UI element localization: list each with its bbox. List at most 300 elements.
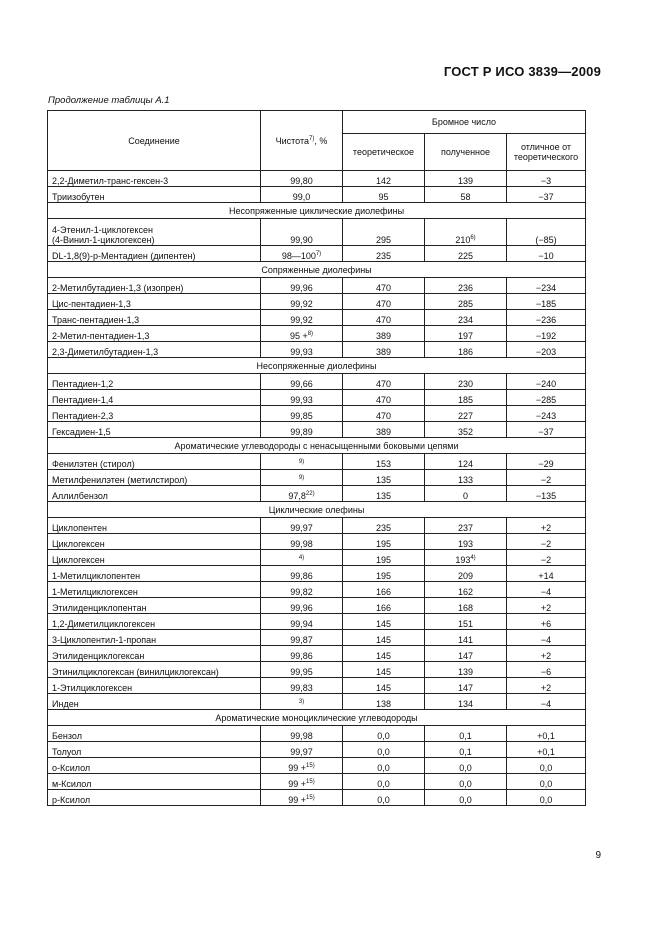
compound-cell xyxy=(48,678,261,694)
difference-value: +0,1 xyxy=(537,731,555,741)
compound-cell xyxy=(48,566,261,582)
compound-name: Циклогексен xyxy=(52,539,105,549)
compound-cell xyxy=(48,470,261,486)
compound-name: 2,3-Диметилбутадиен-1,3 xyxy=(52,347,159,357)
purity-value: 99,86 xyxy=(290,571,313,581)
compound-cell xyxy=(48,187,261,203)
purity-footnote: 7) xyxy=(315,251,322,257)
purity-footnote: 15) xyxy=(306,763,315,769)
theoretical-cell xyxy=(343,598,425,614)
obtained-value: 0,0 xyxy=(459,795,472,805)
purity-cell xyxy=(261,582,343,598)
compound-name: Циклопентен xyxy=(52,523,107,533)
purity-cell xyxy=(261,310,343,326)
difference-value: 0,0 xyxy=(539,779,553,789)
purity-value: 99,98 xyxy=(290,539,313,549)
compound-cell xyxy=(48,246,261,262)
difference-value: −3 xyxy=(540,176,552,186)
obtained-value: 134 xyxy=(457,699,474,709)
difference-cell xyxy=(507,486,586,502)
purity-cell xyxy=(261,171,343,187)
compound-name: 2,2-Диметил-транс-гексен-3 xyxy=(52,176,169,186)
table-row xyxy=(48,342,586,358)
difference-cell xyxy=(507,630,586,646)
compound-name: о-Ксилол xyxy=(52,763,91,773)
obtained-cell xyxy=(425,278,507,294)
difference-cell xyxy=(507,550,586,566)
obtained-value: 0,1 xyxy=(459,731,472,741)
theoretical-value: 389 xyxy=(375,331,392,341)
theoretical-cell xyxy=(343,454,425,470)
header-purity-footnote: 7) xyxy=(309,135,315,142)
difference-cell xyxy=(507,342,586,358)
table-row xyxy=(48,694,586,710)
obtained-value: 230 xyxy=(457,379,474,389)
header-bromine-number: Бромное число xyxy=(343,111,586,134)
purity-value: 99,93 xyxy=(290,395,313,405)
obtained-value: 227 xyxy=(457,411,474,421)
purity-value: 99,80 xyxy=(290,176,313,186)
purity-cell xyxy=(261,294,343,310)
purity-cell xyxy=(261,454,343,470)
table-row xyxy=(48,726,586,742)
obtained-value: 0,1 xyxy=(459,747,472,757)
table-row xyxy=(48,219,586,246)
compound-cell xyxy=(48,662,261,678)
difference-value: −4 xyxy=(540,587,552,597)
theoretical-cell xyxy=(343,550,425,566)
difference-value: −2 xyxy=(540,475,552,485)
theoretical-cell xyxy=(343,406,425,422)
difference-cell xyxy=(507,278,586,294)
purity-cell xyxy=(261,246,343,262)
purity-cell xyxy=(261,187,343,203)
purity-cell xyxy=(261,406,343,422)
compound-cell xyxy=(48,774,261,790)
difference-value: −10 xyxy=(538,251,554,261)
purity-cell xyxy=(261,630,343,646)
difference-cell xyxy=(507,310,586,326)
table-row xyxy=(48,598,586,614)
theoretical-value: 195 xyxy=(375,571,392,581)
theoretical-cell xyxy=(343,614,425,630)
obtained-value: 234 xyxy=(457,315,474,325)
table-row xyxy=(48,790,586,806)
table-row xyxy=(48,774,586,790)
obtained-value: 139 xyxy=(457,667,474,677)
difference-value: +2 xyxy=(540,683,552,693)
obtained-cell xyxy=(425,390,507,406)
difference-cell xyxy=(507,694,586,710)
obtained-cell xyxy=(425,310,507,326)
compound-cell xyxy=(48,646,261,662)
purity-cell xyxy=(261,598,343,614)
theoretical-value: 166 xyxy=(375,603,392,613)
theoretical-value: 145 xyxy=(375,683,392,693)
obtained-cell xyxy=(425,518,507,534)
difference-cell xyxy=(507,326,586,342)
compound-name: Пентадиен-1,2 xyxy=(52,379,114,389)
theoretical-cell xyxy=(343,518,425,534)
obtained-value: 193 xyxy=(455,555,471,565)
difference-value: −37 xyxy=(538,427,554,437)
theoretical-cell xyxy=(343,470,425,486)
purity-value: 99,97 xyxy=(290,747,313,757)
section-row xyxy=(48,203,586,219)
section-title: Сопряженные диолефины xyxy=(48,262,586,278)
theoretical-cell xyxy=(343,662,425,678)
compound-name: Бензол xyxy=(52,731,82,741)
difference-value: −135 xyxy=(535,491,557,501)
purity-value: 99,93 xyxy=(290,347,313,357)
compound-cell xyxy=(48,454,261,470)
compound-name-alt: (4-Винил-1-циклогексен) xyxy=(52,235,155,245)
compound-name: 2-Метил-пентадиен-1,3 xyxy=(52,331,150,341)
table-row xyxy=(48,534,586,550)
purity-value: 99,87 xyxy=(290,635,313,645)
theoretical-value: 166 xyxy=(375,587,392,597)
purity-value: 99,90 xyxy=(290,235,313,245)
purity-cell xyxy=(261,662,343,678)
section-row xyxy=(48,358,586,374)
purity-cell xyxy=(261,219,343,246)
theoretical-value: 145 xyxy=(375,635,392,645)
purity-value: 99 + xyxy=(288,763,307,773)
compound-name: DL-1,8(9)-p-Ментадиен (дипентен) xyxy=(52,251,196,261)
obtained-footnote: 4) xyxy=(470,555,476,561)
purity-cell xyxy=(261,374,343,390)
table-row xyxy=(48,646,586,662)
compound-cell xyxy=(48,630,261,646)
compound-name: Гексадиен-1,5 xyxy=(52,427,111,437)
purity-cell xyxy=(261,422,343,438)
obtained-value: 168 xyxy=(457,603,474,613)
compound-name: Транс-пентадиен-1,3 xyxy=(52,315,140,325)
compound-name: Циклогексен xyxy=(52,555,105,565)
compound-name: Толуол xyxy=(52,747,82,757)
obtained-value: 0 xyxy=(462,491,468,501)
header-purity-unit: , % xyxy=(314,135,328,146)
obtained-cell xyxy=(425,219,507,246)
purity-footnote: 9) xyxy=(298,475,305,481)
obtained-cell xyxy=(425,582,507,598)
bromine-number-table xyxy=(47,110,586,806)
obtained-cell xyxy=(425,566,507,582)
difference-value: −29 xyxy=(538,459,554,469)
difference-cell xyxy=(507,390,586,406)
difference-value: −243 xyxy=(535,411,557,421)
compound-name: Этинилциклогексан (винилциклогексан) xyxy=(52,667,219,677)
difference-value: −6 xyxy=(540,667,552,677)
purity-cell xyxy=(261,534,343,550)
difference-cell xyxy=(507,171,586,187)
purity-cell xyxy=(261,326,343,342)
theoretical-value: 195 xyxy=(375,555,392,565)
obtained-value: 236 xyxy=(457,283,474,293)
obtained-value: 124 xyxy=(457,459,474,469)
compound-cell xyxy=(48,726,261,742)
compound-name: 1-Метилциклопентен xyxy=(52,571,141,581)
theoretical-value: 153 xyxy=(375,459,392,469)
compound-name: 1,2-Диметилциклогексен xyxy=(52,619,156,629)
theoretical-value: 142 xyxy=(375,176,392,186)
compound-name: 1-Этилциклогексен xyxy=(52,683,133,693)
obtained-value: 162 xyxy=(457,587,474,597)
theoretical-value: 95 xyxy=(378,192,389,202)
purity-value: 97,8 xyxy=(288,491,306,501)
obtained-cell xyxy=(425,646,507,662)
page-number: 9 xyxy=(595,850,601,861)
difference-value: −192 xyxy=(535,331,557,341)
compound-cell xyxy=(48,294,261,310)
difference-cell xyxy=(507,187,586,203)
theoretical-value: 138 xyxy=(375,699,392,709)
obtained-cell xyxy=(425,694,507,710)
obtained-cell xyxy=(425,342,507,358)
section-title: Циклические олефины xyxy=(48,502,586,518)
obtained-value: 139 xyxy=(457,176,474,186)
theoretical-cell xyxy=(343,726,425,742)
compound-cell xyxy=(48,374,261,390)
obtained-cell xyxy=(425,326,507,342)
difference-cell xyxy=(507,454,586,470)
difference-cell xyxy=(507,219,586,246)
purity-footnote: 8) xyxy=(307,331,314,337)
obtained-value: 0,0 xyxy=(459,763,472,773)
table-header-row xyxy=(48,111,586,134)
difference-value: +6 xyxy=(540,619,552,629)
section-row xyxy=(48,438,586,454)
table-row xyxy=(48,454,586,470)
obtained-cell xyxy=(425,550,507,566)
table-row xyxy=(48,246,586,262)
theoretical-value: 145 xyxy=(375,667,392,677)
difference-cell xyxy=(507,406,586,422)
difference-cell xyxy=(507,790,586,806)
compound-cell xyxy=(48,406,261,422)
theoretical-value: 389 xyxy=(375,347,392,357)
header-obtained: полученное xyxy=(425,134,507,171)
purity-footnote: 15) xyxy=(306,795,315,801)
compound-cell xyxy=(48,326,261,342)
theoretical-value: 235 xyxy=(375,523,392,533)
theoretical-value: 0,0 xyxy=(377,795,390,805)
compound-name: Этилиденциклогексан xyxy=(52,651,145,661)
difference-value: −37 xyxy=(538,192,554,202)
difference-value: +2 xyxy=(540,523,552,533)
difference-cell xyxy=(507,662,586,678)
difference-value: +2 xyxy=(540,651,552,661)
obtained-cell xyxy=(425,726,507,742)
compound-name: 4-Этенил-1-циклогексен xyxy=(52,225,153,235)
header-compound: Соединение xyxy=(48,111,261,171)
theoretical-value: 470 xyxy=(375,395,392,405)
difference-cell xyxy=(507,678,586,694)
table-row xyxy=(48,294,586,310)
compound-cell xyxy=(48,598,261,614)
compound-cell xyxy=(48,582,261,598)
header-purity xyxy=(261,111,343,171)
compound-name: Фенилэтен (стирол) xyxy=(52,459,135,469)
compound-name: Инден xyxy=(52,699,79,709)
compound-name: Аллилбензол xyxy=(52,491,108,501)
difference-value: −203 xyxy=(535,347,557,357)
section-title: Несопряженные диолефины xyxy=(48,358,586,374)
table-row xyxy=(48,422,586,438)
obtained-value: 285 xyxy=(457,299,474,309)
obtained-cell xyxy=(425,662,507,678)
theoretical-cell xyxy=(343,326,425,342)
theoretical-cell xyxy=(343,294,425,310)
difference-value: +2 xyxy=(540,603,552,613)
purity-cell xyxy=(261,726,343,742)
compound-name: р-Ксилол xyxy=(52,795,91,805)
obtained-cell xyxy=(425,534,507,550)
difference-cell xyxy=(507,614,586,630)
difference-value: −236 xyxy=(535,315,557,325)
theoretical-cell xyxy=(343,566,425,582)
purity-value: 99,89 xyxy=(290,427,313,437)
compound-name: Триизобутен xyxy=(52,192,105,202)
obtained-footnote: 6) xyxy=(470,235,476,241)
obtained-cell xyxy=(425,742,507,758)
theoretical-cell xyxy=(343,630,425,646)
obtained-cell xyxy=(425,374,507,390)
obtained-value: 147 xyxy=(457,651,474,661)
theoretical-value: 470 xyxy=(375,299,392,309)
difference-value: −185 xyxy=(535,299,557,309)
difference-cell xyxy=(507,374,586,390)
purity-cell xyxy=(261,790,343,806)
purity-cell xyxy=(261,470,343,486)
obtained-cell xyxy=(425,790,507,806)
purity-cell xyxy=(261,646,343,662)
purity-cell xyxy=(261,614,343,630)
difference-cell xyxy=(507,518,586,534)
obtained-value: 185 xyxy=(457,395,474,405)
difference-value: −285 xyxy=(535,395,557,405)
obtained-value: 133 xyxy=(457,475,474,485)
obtained-value: 147 xyxy=(457,683,474,693)
obtained-value: 141 xyxy=(457,635,474,645)
theoretical-value: 135 xyxy=(375,491,392,501)
purity-value: 99,86 xyxy=(290,651,313,661)
purity-cell xyxy=(261,774,343,790)
obtained-cell xyxy=(425,454,507,470)
purity-value: 99,85 xyxy=(290,411,313,421)
compound-cell xyxy=(48,171,261,187)
obtained-cell xyxy=(425,614,507,630)
table-row xyxy=(48,406,586,422)
purity-value: 99,96 xyxy=(290,283,313,293)
theoretical-cell xyxy=(343,534,425,550)
obtained-cell xyxy=(425,246,507,262)
obtained-value: 193 xyxy=(457,539,474,549)
compound-cell xyxy=(48,342,261,358)
compound-name: Метилфенилэтен (метилстирол) xyxy=(52,475,188,485)
compound-cell xyxy=(48,390,261,406)
theoretical-value: 389 xyxy=(375,427,392,437)
theoretical-cell xyxy=(343,246,425,262)
header-difference: отличное от теоретического xyxy=(507,134,586,171)
theoretical-cell xyxy=(343,422,425,438)
purity-value: 99,0 xyxy=(292,192,311,202)
difference-cell xyxy=(507,758,586,774)
obtained-value: 151 xyxy=(457,619,474,629)
compound-cell xyxy=(48,614,261,630)
table-row xyxy=(48,326,586,342)
purity-cell xyxy=(261,278,343,294)
table-row xyxy=(48,171,586,187)
purity-value: 95 + xyxy=(289,331,308,341)
difference-value: (−85) xyxy=(535,235,557,245)
difference-cell xyxy=(507,294,586,310)
difference-cell xyxy=(507,582,586,598)
theoretical-cell xyxy=(343,694,425,710)
compound-cell xyxy=(48,422,261,438)
obtained-value: 210 xyxy=(455,235,471,245)
table-row xyxy=(48,486,586,502)
theoretical-cell xyxy=(343,171,425,187)
compound-name: Пентадиен-2,3 xyxy=(52,411,114,421)
theoretical-value: 195 xyxy=(375,539,392,549)
obtained-cell xyxy=(425,406,507,422)
compound-name: Этилиденциклопентан xyxy=(52,603,147,613)
purity-cell xyxy=(261,758,343,774)
purity-value: 99,97 xyxy=(290,523,313,533)
obtained-value: 0,0 xyxy=(459,779,472,789)
table-row xyxy=(48,566,586,582)
theoretical-value: 145 xyxy=(375,651,392,661)
table-row xyxy=(48,390,586,406)
theoretical-cell xyxy=(343,219,425,246)
theoretical-cell xyxy=(343,774,425,790)
obtained-cell xyxy=(425,486,507,502)
purity-value: 99,83 xyxy=(290,683,313,693)
purity-footnote: 9) xyxy=(298,459,305,465)
theoretical-value: 135 xyxy=(375,475,392,485)
purity-value: 99,98 xyxy=(290,731,313,741)
difference-cell xyxy=(507,598,586,614)
compound-cell xyxy=(48,534,261,550)
difference-value: 0,0 xyxy=(539,795,553,805)
obtained-value: 197 xyxy=(457,331,474,341)
compound-cell xyxy=(48,486,261,502)
obtained-cell xyxy=(425,294,507,310)
purity-value: 99,66 xyxy=(290,379,313,389)
table-row xyxy=(48,187,586,203)
theoretical-cell xyxy=(343,790,425,806)
section-row xyxy=(48,502,586,518)
compound-name: м-Ксилол xyxy=(52,779,92,789)
compound-cell xyxy=(48,550,261,566)
difference-value: 0,0 xyxy=(539,763,553,773)
purity-cell xyxy=(261,566,343,582)
difference-cell xyxy=(507,534,586,550)
table-row xyxy=(48,278,586,294)
purity-value: 99,95 xyxy=(290,667,313,677)
theoretical-cell xyxy=(343,486,425,502)
theoretical-cell xyxy=(343,187,425,203)
theoretical-cell xyxy=(343,390,425,406)
theoretical-cell xyxy=(343,374,425,390)
obtained-cell xyxy=(425,678,507,694)
purity-value: 99,94 xyxy=(290,619,313,629)
purity-cell xyxy=(261,678,343,694)
theoretical-cell xyxy=(343,582,425,598)
obtained-cell xyxy=(425,422,507,438)
purity-cell xyxy=(261,550,343,566)
